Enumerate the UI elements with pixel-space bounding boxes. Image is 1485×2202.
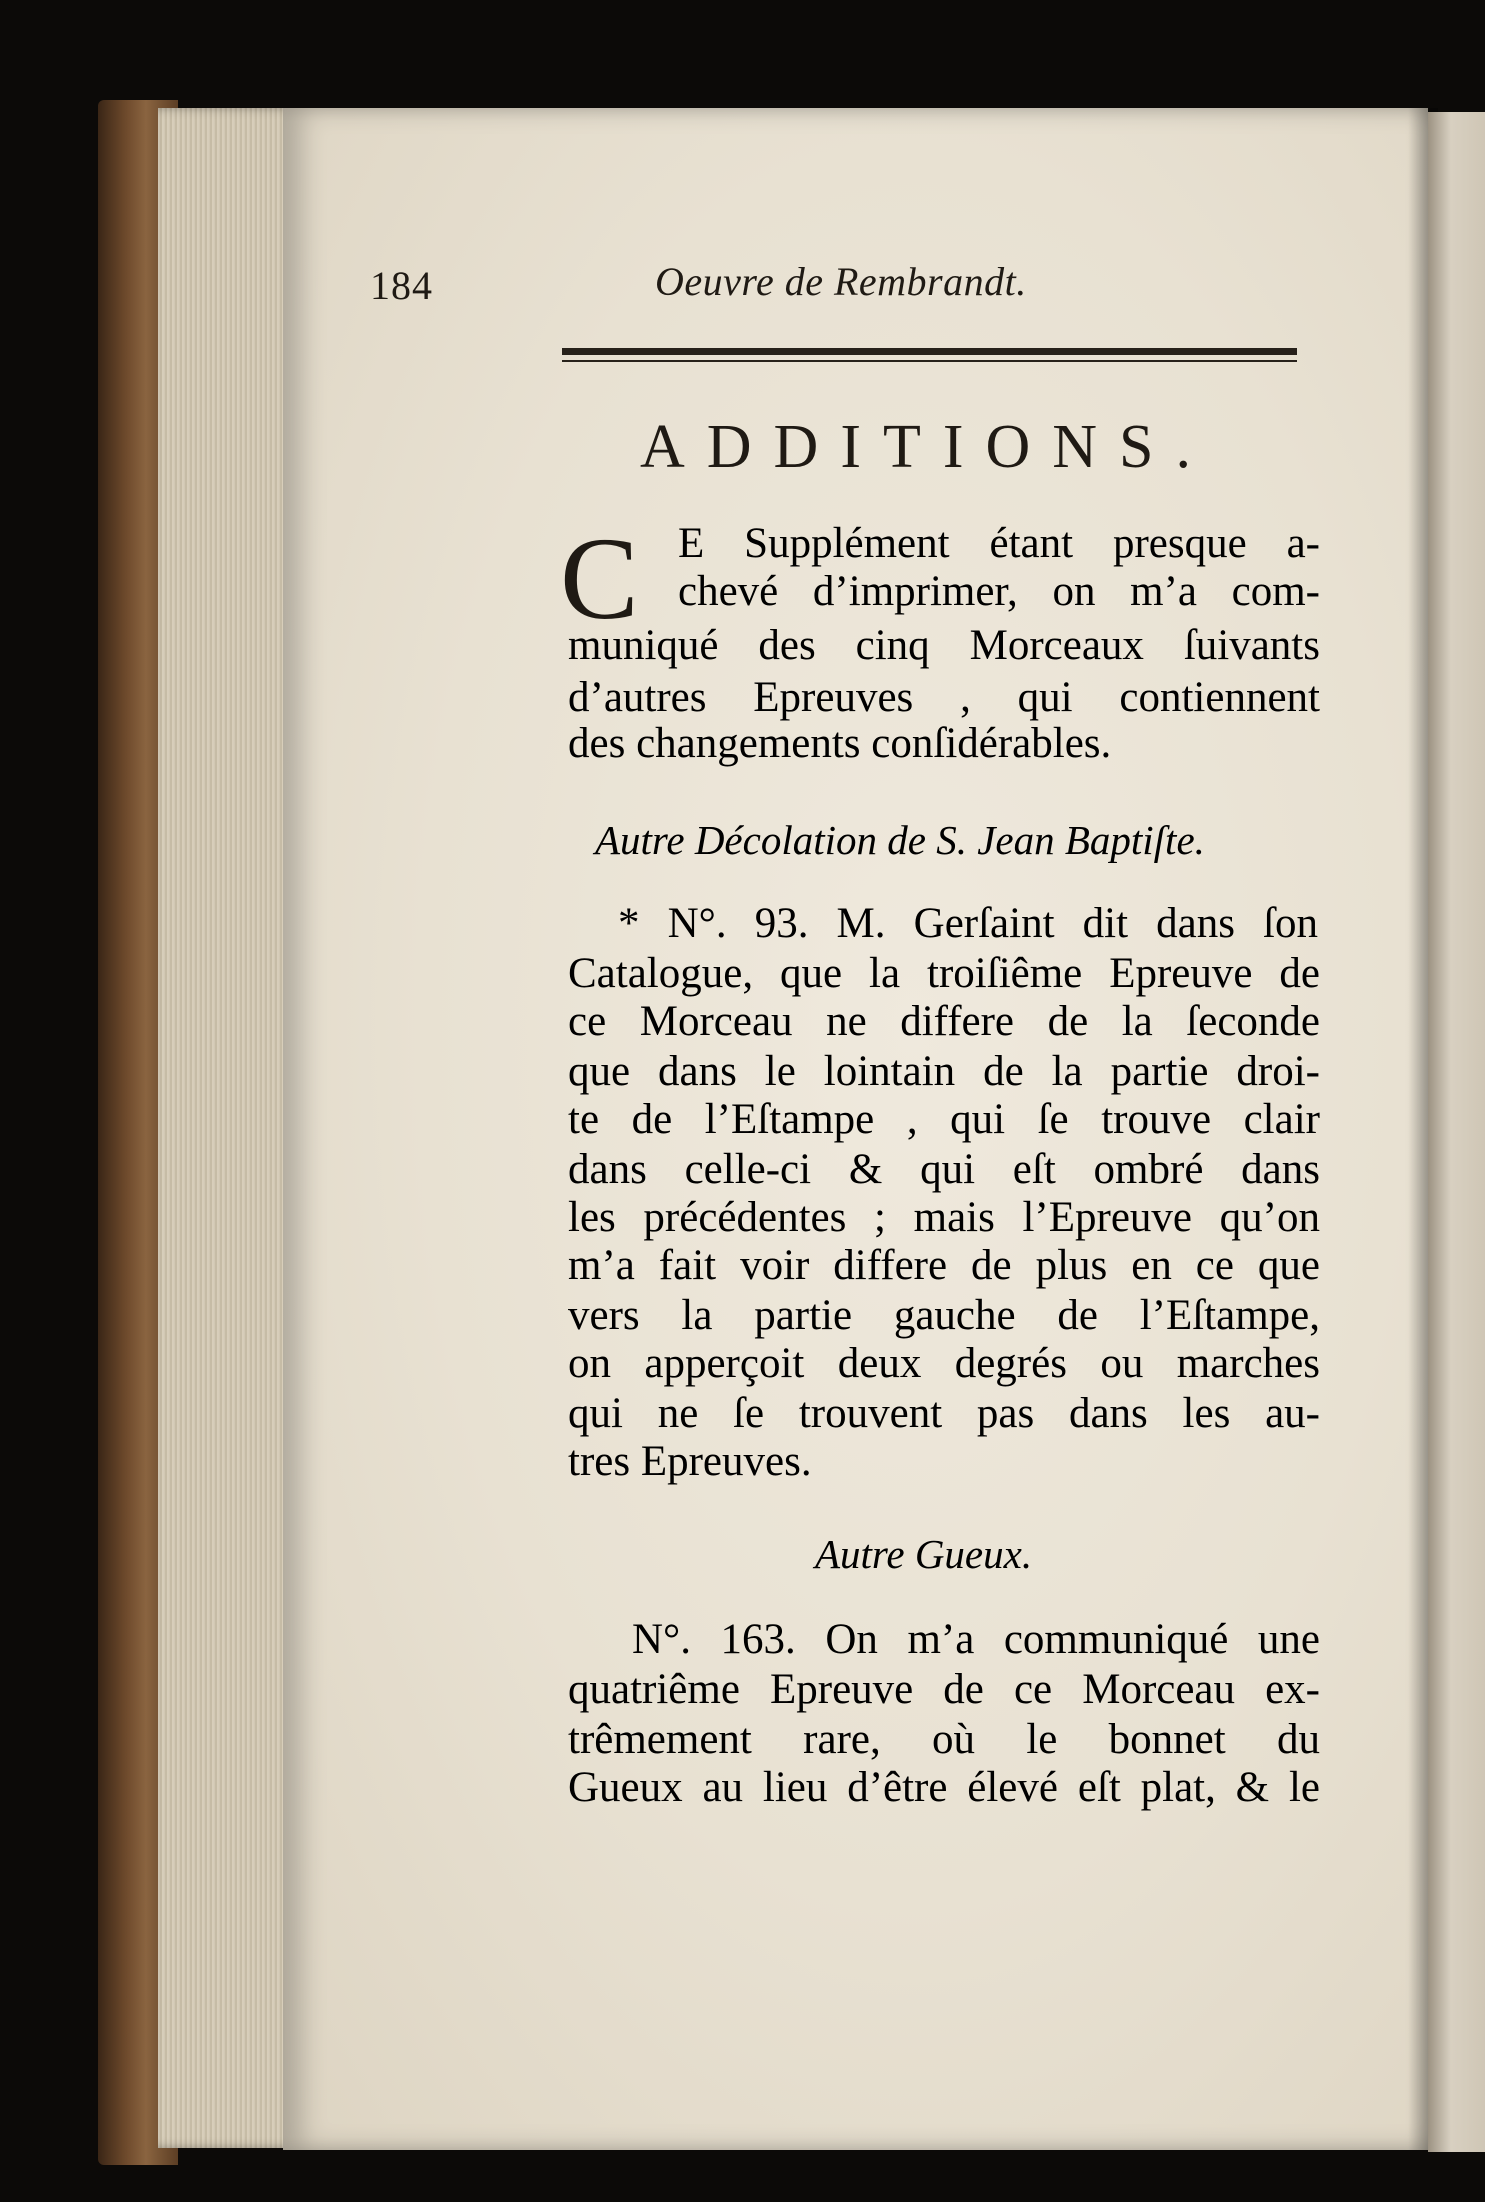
intro-line: E Supplément étant presque a- <box>678 520 1320 567</box>
intro-line: d’autres Epreuves , qui contiennent <box>568 674 1320 721</box>
body-line: tres Epreuves. <box>568 1438 812 1485</box>
body-line: trêmement rare, où le bonnet du <box>568 1716 1320 1763</box>
body-line: * N°. 93. M. Gerſaint dit dans ſon <box>618 900 1318 947</box>
intro-line: muniqué des cinq Morceaux ſuivants <box>568 622 1320 669</box>
body-line: m’a fait voir differe de plus en ce que <box>568 1242 1320 1289</box>
body-line: les précédentes ; mais l’Epreuve qu’on <box>568 1194 1320 1241</box>
body-line: Catalogue, que la troiſiême Epreuve de <box>568 950 1320 997</box>
section-heading: ADDITIONS. <box>640 413 1214 481</box>
body-line: te de l’Eſtampe , qui ſe trouve clair <box>568 1096 1320 1143</box>
body-line: vers la partie gauche de l’Eſtampe, <box>568 1292 1320 1339</box>
header-rule <box>562 348 1297 362</box>
running-title: Oeuvre de Rembrandt. <box>655 259 1027 304</box>
page-number: 184 <box>370 263 433 308</box>
body-line: on apperçoit deux degrés ou marches <box>568 1340 1320 1387</box>
body-line: Gueux au lieu d’être élevé eſt plat, & le <box>568 1764 1320 1811</box>
body-line: ce Morceau ne differe de la ſeconde <box>568 998 1320 1045</box>
intro-line: chevé d’imprimer, on m’a com- <box>678 568 1320 615</box>
subheading: Autre Gueux. <box>815 1531 1033 1577</box>
intro-line: des changements conſidérables. <box>568 720 1112 767</box>
body-line: qui ne ſe trouvent pas dans les au- <box>568 1390 1320 1437</box>
body-line: N°. 163. On m’a communiqué une <box>632 1616 1320 1663</box>
facing-page-edge <box>1428 112 1485 2152</box>
body-line: dans celle-ci & qui eſt ombré dans <box>568 1146 1320 1193</box>
drop-cap: C <box>560 513 639 644</box>
body-line: que dans le lointain de la partie droi- <box>568 1048 1320 1095</box>
subheading: Autre Décolation de S. Jean Baptiſte. <box>595 817 1205 863</box>
body-line: quatriême Epreuve de ce Morceau ex- <box>568 1666 1320 1713</box>
